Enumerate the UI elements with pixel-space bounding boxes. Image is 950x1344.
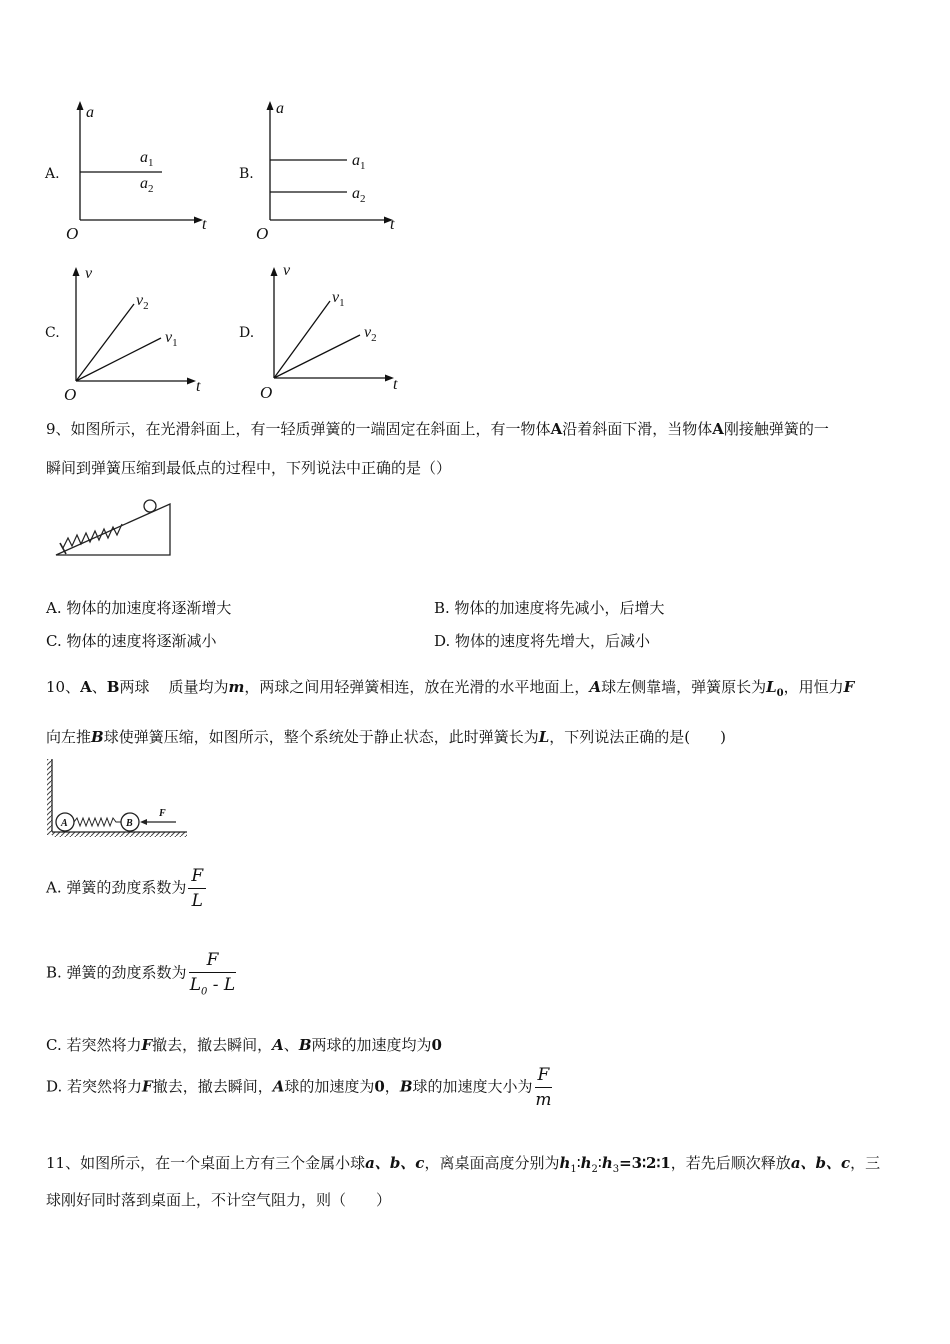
y-axis-label: v [283,262,291,279]
q10-option-d[interactable]: D. 若突然将力F撤去，撤去瞬间，A球的加速度为0，B球的加速度大小为 $\frac{F}{m}$ [46,1065,552,1110]
line-v1 [274,301,330,378]
x-arrow [187,378,196,385]
object-a [144,500,156,512]
q9-option-c[interactable]: C. 物体的速度将逐渐减小 [46,632,217,650]
force-label: F [159,808,166,819]
spring [63,524,122,548]
q9-stem-line2: 瞬间到弹簧压缩到最低点的过程中，下列说法中正确的是（） [46,459,452,477]
y-axis-label: a [276,100,284,117]
x-axis-label: t [393,376,398,393]
graph-d [256,258,416,408]
y-arrow [267,101,274,110]
option-c-label: C. [45,325,60,341]
line1-label: $v_2$ [136,292,149,312]
q10-option-b[interactable]: B. 弹簧的劲度系数为 $\frac{F}{L_0 - L}$ [46,950,236,998]
y-arrow [271,267,278,276]
fraction: $\frac{F}{L}$ [188,866,206,911]
origin-label: O [66,224,79,243]
q10-option-c[interactable]: C. 若突然将力F撤去，撤去瞬间，A、B两球的加速度均为0 [46,1036,442,1054]
q10-stem-line1: 10、A、B两球 质量均为m，两球之间用轻弹簧相连，放在光滑的水平地面上，A球左侧靠墙，弹簧原长为$L_0$，用恒力F [46,678,855,699]
line1-label: $v_1$ [332,289,345,309]
y-arrow [73,267,80,276]
graph-a [62,95,222,245]
force-arrowhead [140,819,147,825]
line1-label: $a_1$ [352,152,366,172]
graph-c [58,258,218,408]
y-axis-label: v [85,265,93,282]
line2-label: $v_2$ [364,324,377,344]
option-b-label: B. [239,166,254,182]
q10-stem-line2: 向左推B球使弹簧压缩，如图所示，整个系统处于静止状态，此时弹簧长为L，下列说法正确的是( ) [46,728,726,746]
spring [74,818,121,826]
line-v1 [76,338,161,381]
y-axis-label: a [86,104,94,121]
q9-option-a[interactable]: A. 物体的加速度将逐渐增大 [46,599,232,617]
q10-spring-figure [46,756,191,842]
fraction: $\frac{F}{m}$ [535,1065,552,1110]
q9-option-b[interactable]: B. 物体的加速度将先减小，后增大 [434,599,665,617]
origin-label: O [64,385,77,404]
line2-label: $v_1$ [165,329,178,349]
q9-incline-figure [52,494,177,560]
x-axis-label: t [196,378,201,395]
q11-stem-line2: 球刚好同时落到桌面上，不计空气阻力，则（ ） [46,1191,392,1209]
option-a-label: A. [45,166,60,182]
x-axis-label: t [202,216,207,233]
graph-b [252,95,412,245]
line2-label: $a_2$ [140,175,154,195]
floor [52,832,187,837]
ball-a-label: A [61,818,68,829]
y-arrow [77,101,84,110]
ball-b-label: B [126,818,133,829]
q10-option-a[interactable]: A. 弹簧的劲度系数为 $\frac{F}{L}$ [46,866,206,911]
x-axis-label: t [390,216,395,233]
fraction: $\frac{F}{L_0 - L}$ [189,950,236,998]
option-d-label: D. [239,325,255,341]
origin-label: O [260,383,273,402]
q9-option-d[interactable]: D. 物体的速度将先增大，后减小 [434,632,651,650]
line1-label: $a_1$ [140,149,154,169]
line-v2 [274,335,360,378]
origin-label: O [256,224,269,243]
line-v2 [76,304,134,381]
q11-stem-line1: 11、如图所示，在一个桌面上方有三个金属小球a、b、c，离桌面高度分别为$h_1∶h_2∶h_3=3∶2∶1$，若先后顺次释放a、b、c，三 [46,1154,881,1175]
line2-label: $a_2$ [352,185,366,205]
q9-stem-line1: 9、如图所示，在光滑斜面上，有一轻质弹簧的一端固定在斜面上，有一物体A沿着斜面下滑，当物体A刚接触弹簧的一 [46,420,829,438]
wall [47,759,52,835]
